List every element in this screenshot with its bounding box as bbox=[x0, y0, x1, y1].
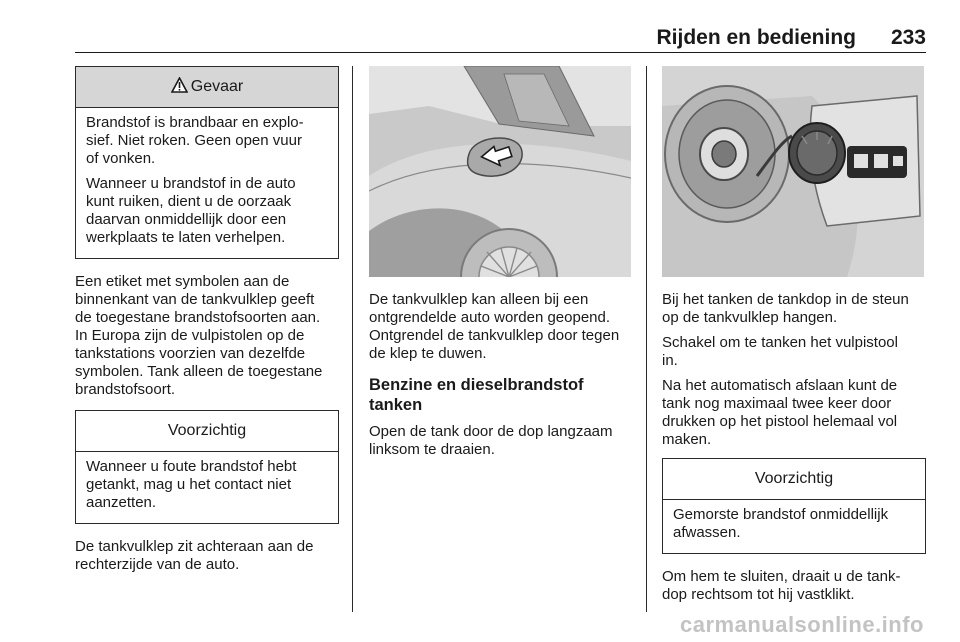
caution-text-2: Gemorste brandstof onmiddellijk afwassen. bbox=[673, 506, 889, 541]
caution-text-1: Wanneer u foute brandstof hebt getankt, mag u het contact niet aanzetten. bbox=[86, 458, 297, 511]
column-2 bbox=[369, 66, 633, 466]
column-3 bbox=[662, 66, 926, 611]
column-1 bbox=[75, 66, 339, 581]
danger-box-header bbox=[76, 67, 338, 108]
column-divider-1 bbox=[352, 66, 353, 612]
page-header bbox=[75, 22, 926, 53]
column-divider-2 bbox=[646, 66, 647, 612]
top-off-paragraph: Na het automatisch afslaan kunt de tank nog maximaal twee keer door drukken op het pistool helemaal vol maken. bbox=[662, 377, 898, 448]
caution-box-2-header bbox=[663, 459, 925, 500]
open-cap-paragraph: Open de tank door de dop langzaam linksom te draaien. bbox=[369, 423, 613, 458]
danger-box bbox=[75, 66, 339, 259]
danger-text-2: Wanneer u brandstof in de auto kunt ruiken, dient u de oorzaak daarvan onmiddellijk door een werkplaats te laten verhelpen. bbox=[86, 175, 296, 246]
fuel-flap-car-illustration bbox=[369, 66, 631, 277]
watermark: carmanualsonline.info bbox=[680, 612, 924, 637]
warning-triangle-icon bbox=[171, 77, 188, 98]
danger-text-1: Brandstof is brandbaar en explo- sief. Niet roken. Geen open vuur of vonken. bbox=[86, 114, 304, 167]
caution-box-1 bbox=[75, 410, 339, 524]
close-cap-paragraph: Om hem te sluiten, draait u de tank- dop rechtsom tot hij vastklikt. bbox=[662, 568, 901, 603]
caution-box-2 bbox=[662, 458, 926, 554]
fuel-label-paragraph: Een etiket met symbolen aan de binnenkant van de tankvulklep geeft de toegestane brandstofsoorten aan. In Europa zijn de vulpistolen op de tankstations voorzien van dezelfde symbolen. Tank alleen de toegestane brandstofsoort. bbox=[75, 273, 323, 398]
fuel-cap-illustration bbox=[662, 66, 924, 277]
section-title: Rijden en bediening bbox=[656, 26, 856, 49]
hang-cap-paragraph: Bij het tanken de tankdop in de steun op de tankvulklep hangen. bbox=[662, 291, 909, 326]
caution-box-1-header bbox=[76, 411, 338, 452]
flap-location-paragraph: De tankvulklep zit achteraan aan de rechterzijde van de auto. bbox=[75, 538, 314, 573]
caution-box-1-title: Voorzichtig bbox=[167, 422, 247, 439]
flap-unlock-paragraph: De tankvulklep kan alleen bij een ontgrendelde auto worden geopend. Ontgrendel de tankvulklep door tegen de klep te duwen. bbox=[369, 291, 620, 362]
refuelling-heading: Benzine en dieselbrandstof tanken bbox=[369, 376, 584, 414]
danger-box-title: Gevaar bbox=[190, 78, 244, 95]
caution-box-2-title: Voorzichtig bbox=[754, 470, 834, 487]
nozzle-paragraph: Schakel om te tanken het vulpistool in. bbox=[662, 334, 898, 369]
page-number: 233 bbox=[890, 26, 926, 49]
